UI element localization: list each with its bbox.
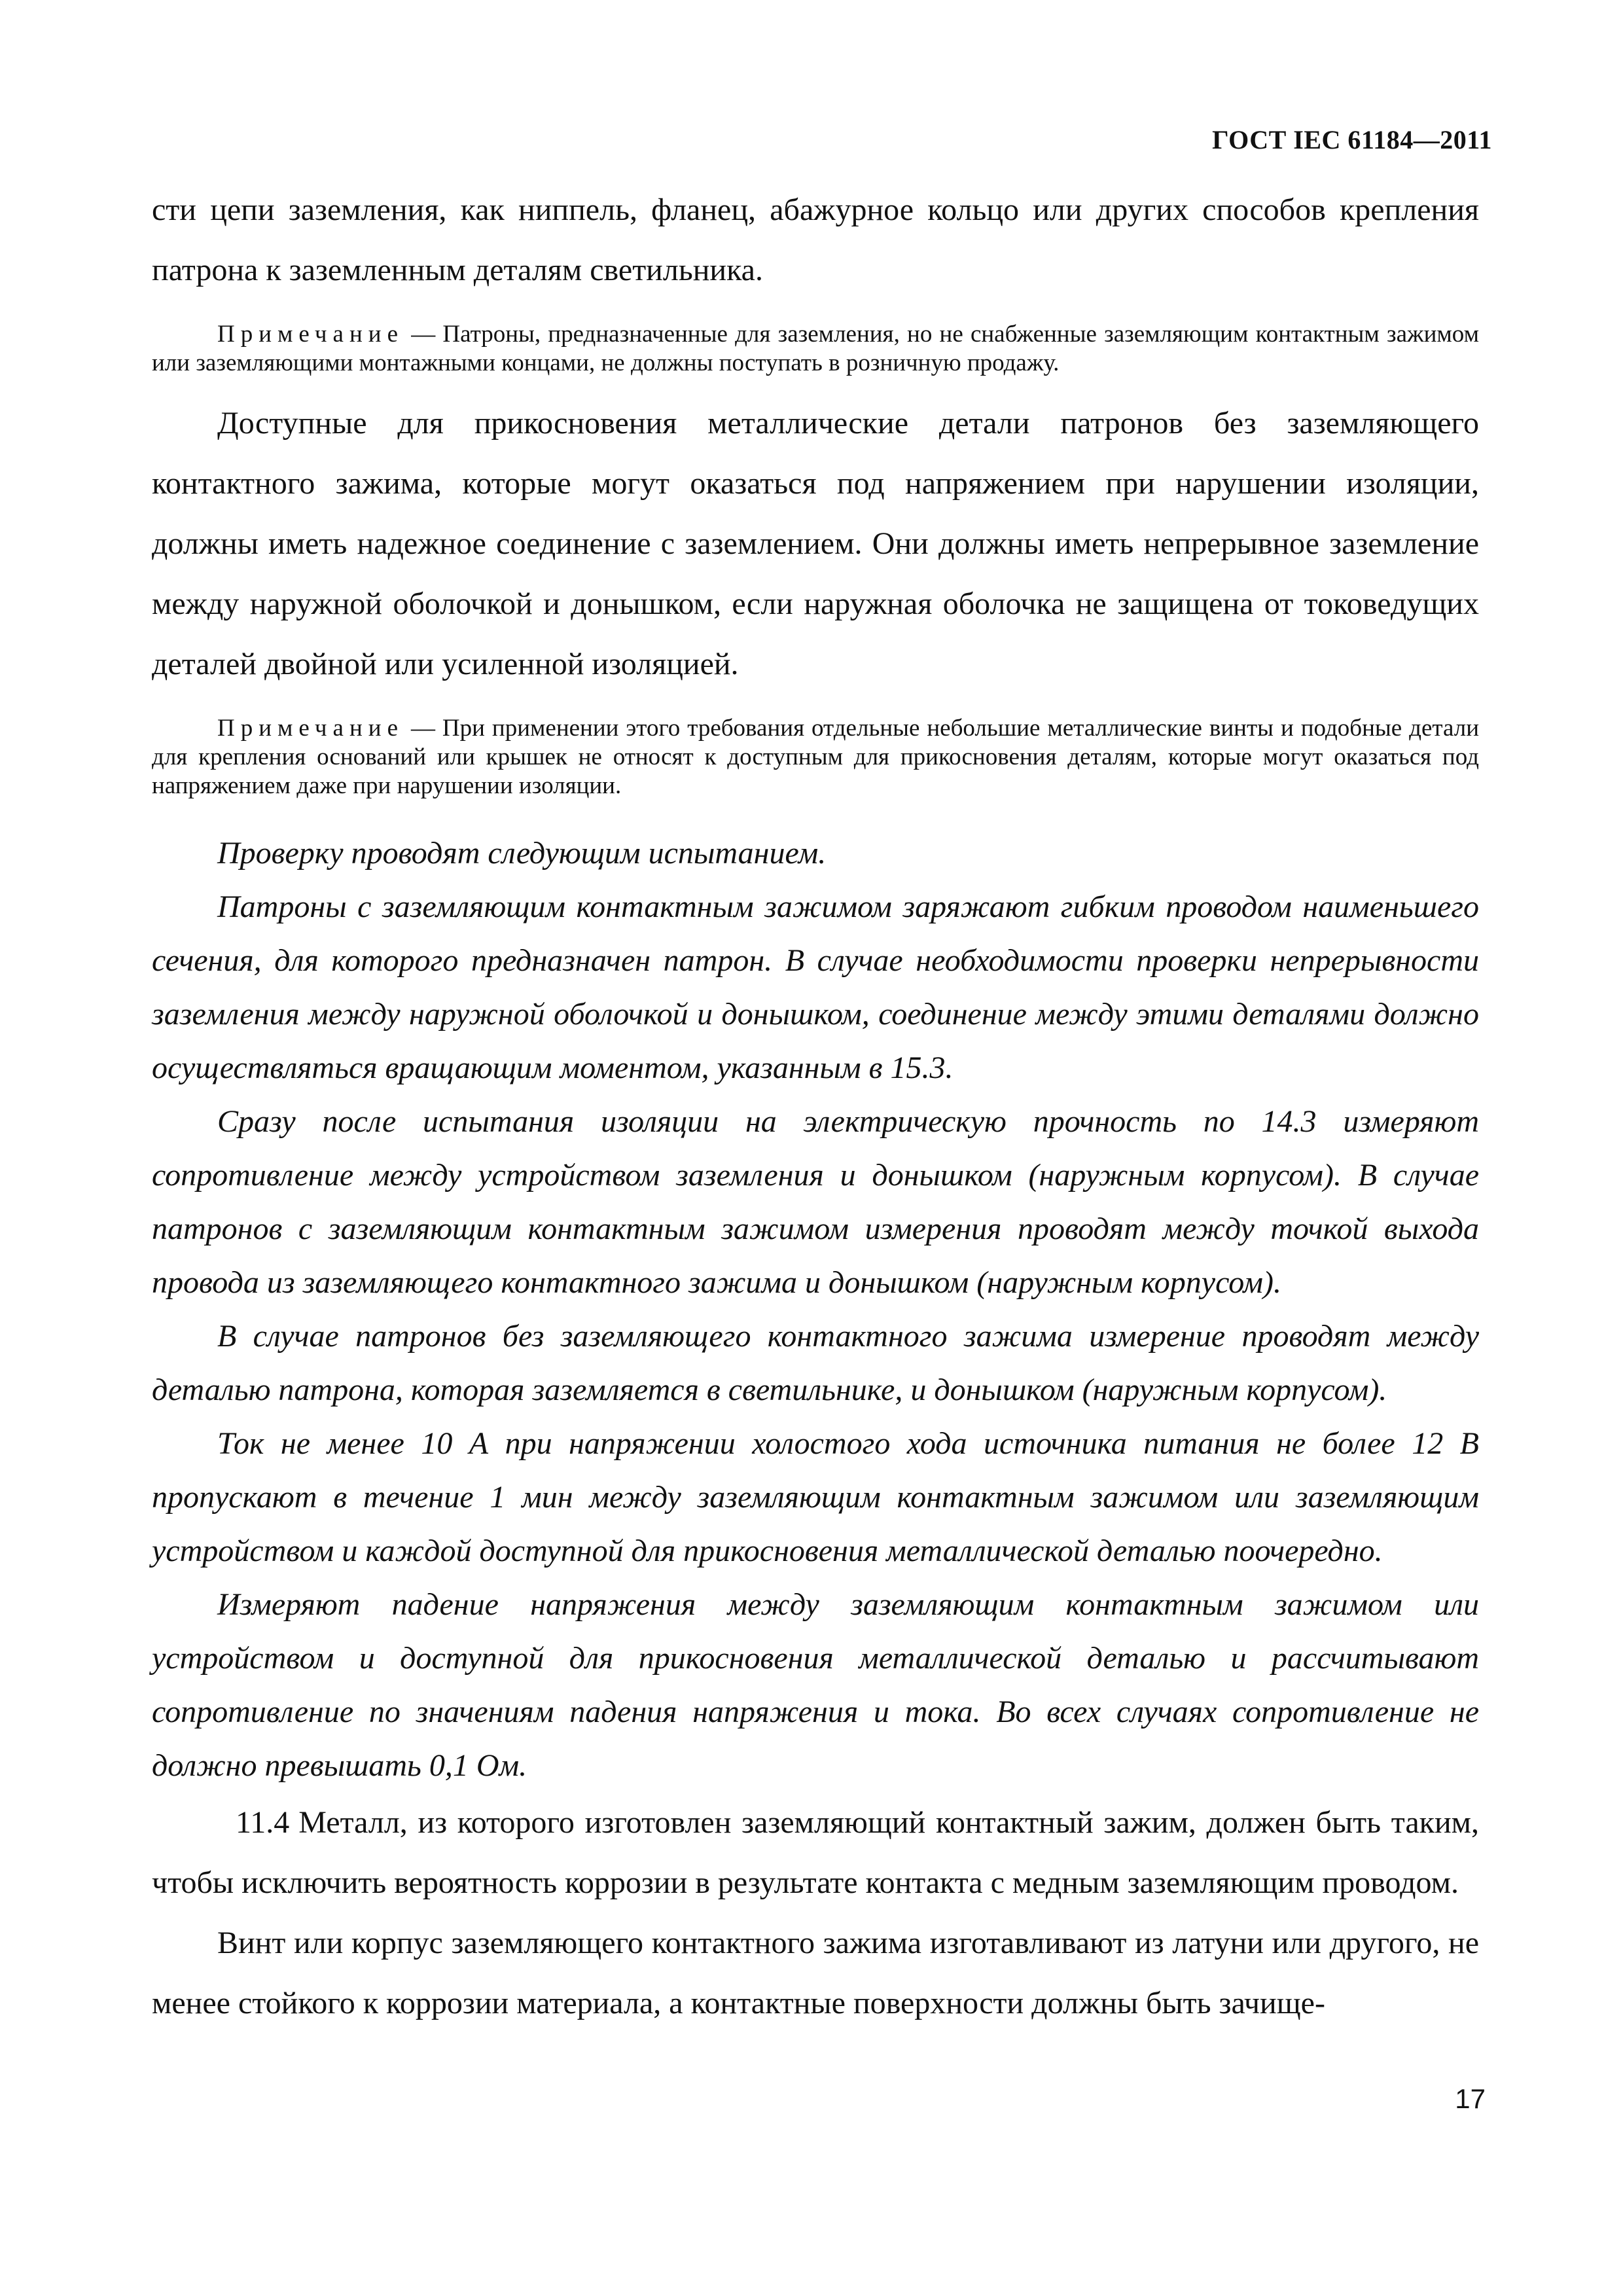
test-paragraph-4: Ток не менее 10 А при напряжении холостого хода источника питания не более 12 В пропускают в течение 1 мин между заземляющим контактным зажимом или заземляющим устройством и каждой доступной для прикосновения металлической деталью поочередно. (152, 1426, 1479, 1568)
note-1-text: — Патроны, предназначенные для заземления, но не снабженные заземляющим контактным зажимом или заземляющими монтажными концами, не должны поступать в розничную продажу. (152, 321, 1479, 376)
paragraph-continuation: сти цепи заземления, как ниппель, фланец, абажурное кольцо или других способов крепления патрона к заземленным деталям светильника. (152, 192, 1479, 287)
test-paragraph-5: Измеряют падение напряжения между заземляющим контактным зажимом или устройством и доступной для прикосновения металлической деталью и рассчитывают сопротивление по значениям падения напряжения и тока. Во всех случаях сопротивление не должно превышать 0,1 Ом. (152, 1587, 1479, 1783)
note-2 (152, 714, 1479, 800)
paragraph-screw-material: Винт или корпус заземляющего контактного зажима изготавливают из латуни или другого, не менее стойкого к коррозии материала, а контактные поверхности должны быть зачище- (152, 1926, 1479, 2020)
clause-text: Металл, из которого изготовлен заземляющий контактный зажим, должен быть таким, чтобы исключить вероятность коррозии в результате контакта с медным заземляющим проводом. (152, 1805, 1479, 1900)
clause-number: 11.4 (236, 1805, 290, 1840)
document-body (152, 180, 1479, 2034)
note-2-label: Примечание (217, 715, 404, 742)
clause-11-4 (152, 1793, 1479, 1913)
paragraph-accessible-parts: Доступные для прикосновения металлические детали патронов без заземляющего контактного зажима, которые могут оказаться под напряжением при нарушении изоляции, должны иметь надежное соединение с заземлением. Они должны иметь непрерывное заземление между наружной оболочкой и донышком, если наружная оболочка не защищена от токоведущих деталей двойной или усиленной изоляцией. (152, 406, 1479, 681)
test-paragraph-3: В случае патронов без заземляющего контактного зажима измерение проводят между деталью патрона, которая заземляется в светильнике, и донышком (наружным корпусом). (152, 1319, 1479, 1407)
test-paragraph-2: Сразу после испытания изоляции на электрическую прочность по 14.3 измеряют сопротивление между устройством заземления и донышком (наружным корпусом). В случае патронов с заземляющим контактным зажимом измерения проводят между точкой выхода провода из заземляющего контактного зажима и донышком (наружным корпусом). (152, 1104, 1479, 1300)
document-id-header: ГОСТ IEC 61184—2011 (1212, 125, 1492, 154)
test-intro: Проверку проводят следующим испытанием. (217, 836, 827, 870)
note-1 (152, 320, 1479, 378)
note-2-text: — При применении этого требования отдельные небольшие металлические винты и подобные детали для крепления оснований или крышек не относят к доступным для прикосновения деталям, которые могут оказаться под напряжением даже при нарушении изоляции. (152, 715, 1480, 799)
test-paragraph-1: Патроны с заземляющим контактным зажимом заряжают гибким проводом наименьшего сечения, для которого предназначен патрон. В случае необходимости проверки непрерывности заземления между наружной оболочкой и донышком, соединение между этими деталями должно осуществляться вращающим моментом, указанным в 15.3. (152, 889, 1479, 1085)
page-number: 17 (1455, 2083, 1486, 2114)
note-1-label: Примечание (217, 321, 404, 348)
